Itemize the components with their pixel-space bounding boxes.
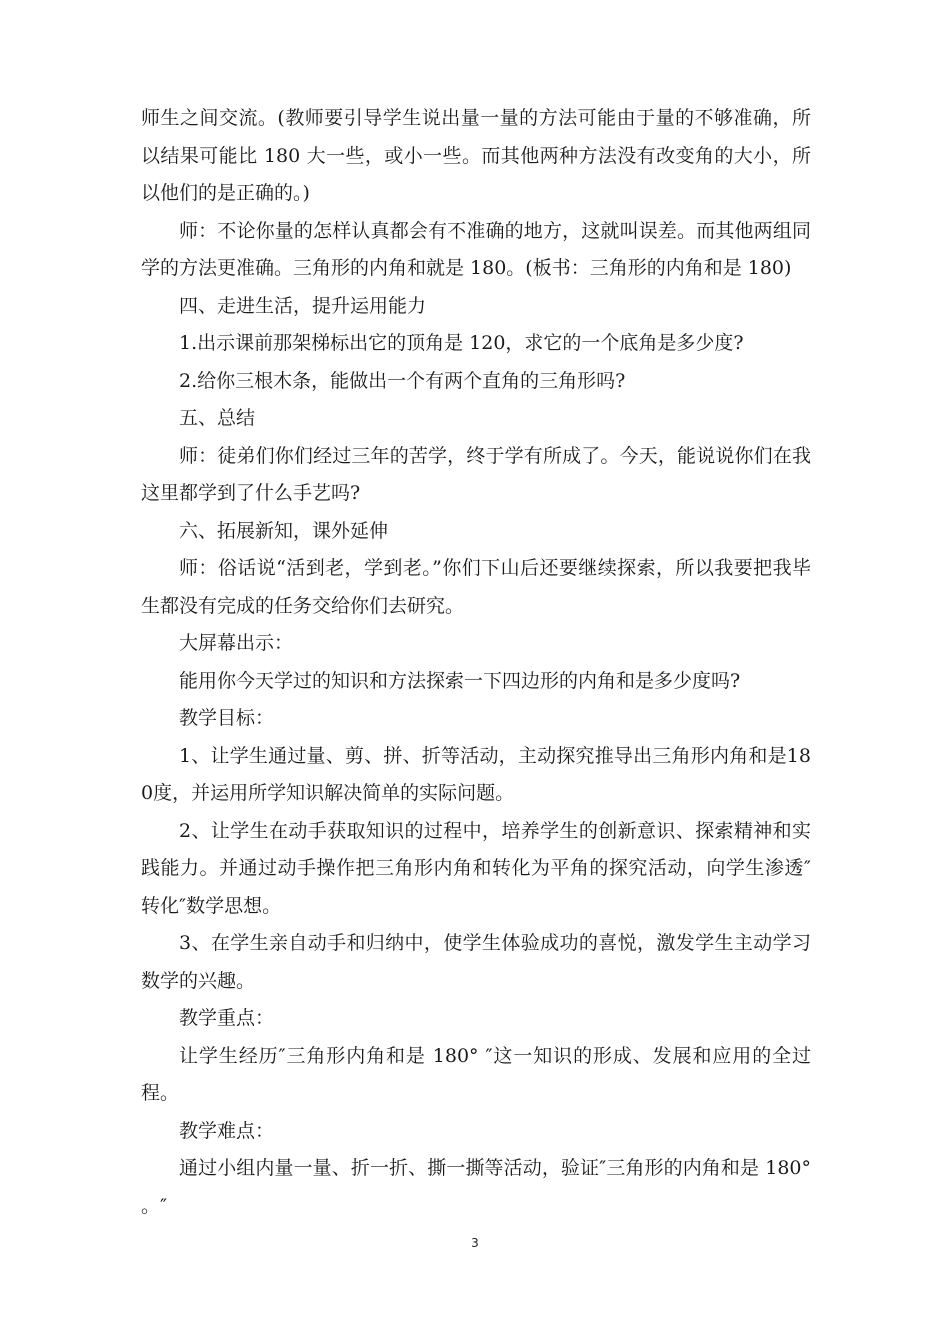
paragraph: 师生之间交流。(教师要引导学生说出量一量的方法可能由于量的不够准确，所以结果可能比 180 大一些，或小一些。而其他两种方法没有改变角的大小，所以他们的是正确的。) [141, 107, 811, 204]
section-heading: 四、走进生活，提升运用能力 [179, 294, 427, 317]
list-item: 1.出示课前那架梯标出它的顶角是 120，求它的一个底角是多少度? [179, 332, 744, 354]
paragraph: 让学生经历″三角形内角和是 180° ″这一知识的形成、发展和应用的全过程。 [141, 1044, 811, 1104]
paragraph: 师：徒弟们你们经过三年的苦学，终于学有所成了。今天，能说说你们在我这里都学到了什么手艺吗? [141, 444, 811, 504]
paragraph: 师：俗话说“活到老，学到老。”你们下山后还要继续探索，所以我要把我毕生都没有完成的任务交给你们去研究。 [141, 557, 811, 617]
section-heading: 五、总结 [179, 407, 256, 429]
list-item: 2.给你三根木条，能做出一个有两个直角的三角形吗? [179, 369, 626, 392]
document-body [141, 100, 811, 1225]
section-heading: 教学难点： [179, 1119, 275, 1142]
section-heading: 教学重点： [179, 1007, 275, 1029]
list-item: 3、在学生亲自动手和归纳中，使学生体验成功的喜悦，激发学生主动学习数学的兴趣。 [141, 932, 811, 992]
paragraph: 师：不论你量的怎样认真都会有不准确的地方，这就叫误差。而其他两组同学的方法更准确。三角形的内角和就是 180。(板书：三角形的内角和是 180) [141, 219, 811, 279]
paragraph: 能用你今天学过的知识和方法探索一下四边形的内角和是多少度吗? [179, 669, 741, 692]
paragraph: 通过小组内量一量、折一折、撕一撕等活动，验证″三角形的内角和是 180° 。″ [141, 1157, 811, 1217]
list-item: 1、让学生通过量、剪、拼、折等活动，主动探究推导出三角形内角和是180度，并运用所学知识解决简单的实际问题。 [141, 744, 811, 804]
section-heading: 六、拓展新知，课外延伸 [179, 519, 389, 542]
paragraph: 大屏幕出示： [179, 632, 294, 654]
page-number: 3 [471, 1236, 479, 1250]
list-item: 2、让学生在动手获取知识的过程中，培养学生的创新意识、探索精神和实践能力。并通过动手操作把三角形内角和转化为平角的探究活动，向学生渗透″转化″数学思想。 [141, 819, 811, 917]
section-heading: 教学目标： [179, 707, 275, 729]
